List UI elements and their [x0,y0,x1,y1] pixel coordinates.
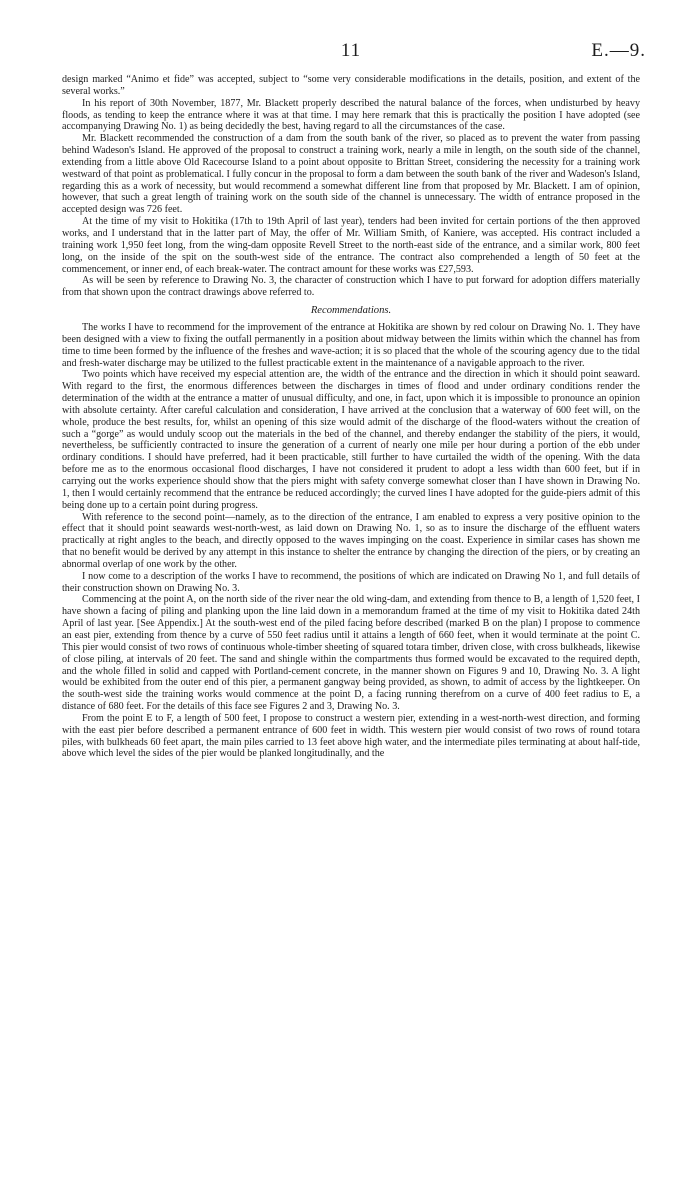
paragraph: Two points which have received my especial attention are, the width of the entrance and the direction in which it should point seaward. With regard to the first, the enormous differences between the discharges in times of flood and under ordinary conditions render the determination of the width at the entrance a matter of unusual difficulty, and one, in fact, upon which it is impossible to pronounce an opinion with absolute certainty. After careful calculation and consideration, I have arrived at the conclusion that a waterway of 600 feet will, on the whole, produce the best results, for, whilst an opening of this size would admit of the discharge of the flood-waters without the creation of such a “gorge” as would unduly scoop out the materials in the bed of the channel, and thereby endanger the stability of the piers, it would, nevertheless, be sufficiently contracted to insure the generation of a current of nearly one mile per hour during a portion of the ebb under ordinary conditions. I should have preferred, had it been practicable, still further to have curtailed the width of the opening. With the data before me as to the enormous occasional flood discharges, I have not considered it prudent to adopt a less width than 600 feet, but if in carrying out the works experience should show that the piers might with safety converge somewhat closer than I have shown in Drawing No. 1, then I would certainly recommend that the entrance be reduced accordingly; the curved lines I have adopted for the guide-piers admit of this being done up to a certain point during progress. [62,369,640,511]
paragraph: Mr. Blackett recommended the construction of a dam from the south bank of the river, so placed as to prevent the water from passing behind Wadeson's Island. He approved of the proposal to construct a training work, nearly a mile in length, on the south side of the channel, extending from a little above Old Racecourse Island to a point about opposite to Brittan Street, considering the necessity for a training work westward of that point as problematical. I fully concur in the proposal to form a dam between the south bank of the river and Wadeson's Island, regarding this as a work of necessity, but would recommend a somewhat different line from that proposed by Mr. Blackett. I am of opinion, however, that such a great length of training work on the south side of the channel is unnecessary. The width of entrance proposed in the accepted design was 726 feet. [62,133,640,216]
paragraph: In his report of 30th November, 1877, Mr. Blackett properly described the natural balance of the forces, when undisturbed by heavy floods, as tending to keep the entrance where it was at that time. I may here remark that this is practically the position I have adopted (see accompanying Drawing No. 1) as being decidedly the best, having regard to all the circumstances of the case. [62,97,640,133]
paragraph: As will be seen by reference to Drawing No. 3, the character of construction which I have to put forward for adoption differs materially from that shown upon the contract drawings above referred to. [62,275,640,299]
paragraph: The works I have to recommend for the improvement of the entrance at Hokitika are shown by red colour on Drawing No. 1. They have been designed with a view to fixing the outfall permanently in a position about midway between the limits within which the channel has from time to time been formed by the influence of the freshes and wave-action; it is so placed that the whole of the scouring agency due to the tidal and fresh-water discharge may be utilized to the fullest practicable extent in the maintenance of a navigable approach to the river. [62,322,640,369]
paragraph: From the point E to F, a length of 500 feet, I propose to construct a western pier, extending in a west-north-west direction, and forming with the east pier before described a permanent entrance of 600 feet in width. This western pier would consist of two rows of round totara piles, with bulkheads 60 feet apart, the main piles carried to 13 feet above high water, and the intermediate piles terminating at about half-tide, above which level the sides of the pier would be planked longitudinally, and the [62,712,640,760]
page-number: 11 [340,40,362,61]
document-page [62,40,646,760]
page-header [62,40,646,74]
paragraph: At the time of my visit to Hokitika (17th to 19th April of last year), tenders had been invited for certain portions of the then approved works, and I understand that in the latter part of May, the offer of Mr. William Smith, of Kaniere, was accepted. His contract included a training work 1,950 feet long, from the wing-dam opposite Revell Street to the north-east side of the entrance, and a similar work, 800 feet long, on the inside of the spit on the south-west side of the entrance. The contract also comprehended a length of 50 feet at the commencement, or inner end, of each break-water. The contract amount for these works was £27,593. [62,216,640,275]
paragraph: Commencing at the point A, on the north side of the river near the old wing-dam, and extending from thence to B, a length of 1,520 feet, I have shown a facing of piling and planking upon the line laid down in a memorandum framed at the time of my visit to Hokitika dated 24th April of last year. [See Appendix.] At the south-west end of the piled facing before described (marked B on the plan) I propose to commence an east pier, extending from thence by a curve of 550 feet radius until it attains a length of 660 feet, when it would terminate at the point C. This pier would consist of two rows of continuous whole-timber sheeting of squared totara timber, driven close, with cross bulkheads, likewise of close piling, at intervals of 20 feet. The sand and shingle within the compartments thus formed would be excavated to the required depth, and the whole filled in solid and capped with Portland-cement concrete, in the manner shown on Figures 9 and 10, Drawing No. 3. A light would be exhibited from the outer end of this pier, a permanent gangway being provided, as shown, to admit of access by the lightkeeper. On the south-west side the training works would commence at the point D, a facing running therefrom on a curve of 400 feet radius to E, a distance of 680 feet. For the details of this face see Figures 2 and 3, Drawing No. 3. [62,594,640,713]
paragraph: I now come to a description of the works I have to recommend, the positions of which are indicated on Drawing No 1, and full details of their construction shown on Drawing No. 3. [62,570,640,594]
document-reference: E.—9. [591,40,646,61]
section-heading: Recommendations. [310,305,392,317]
paragraph: design marked “Animo et fide” was accepted, subject to “some very considerable modifications in the details, position, and extent of the several works.” [62,74,640,97]
paragraph: With reference to the second point—namely, as to the direction of the entrance, I am enabled to express a very positive opinion to the effect that it should point seawards west-north-west, as laid down on Drawing No. 1, so as to insure the discharge of the effluent waters practically at right angles to the beach, and directly opposed to the waves impinging on the coast. Experience in similar cases has shown me that no benefit would be derived by any attempt in this instance to shelter the entrance by changing the direction of the piers, or by creating an abnormal overlap of one work by the other. [62,511,640,570]
body-text [62,74,640,760]
